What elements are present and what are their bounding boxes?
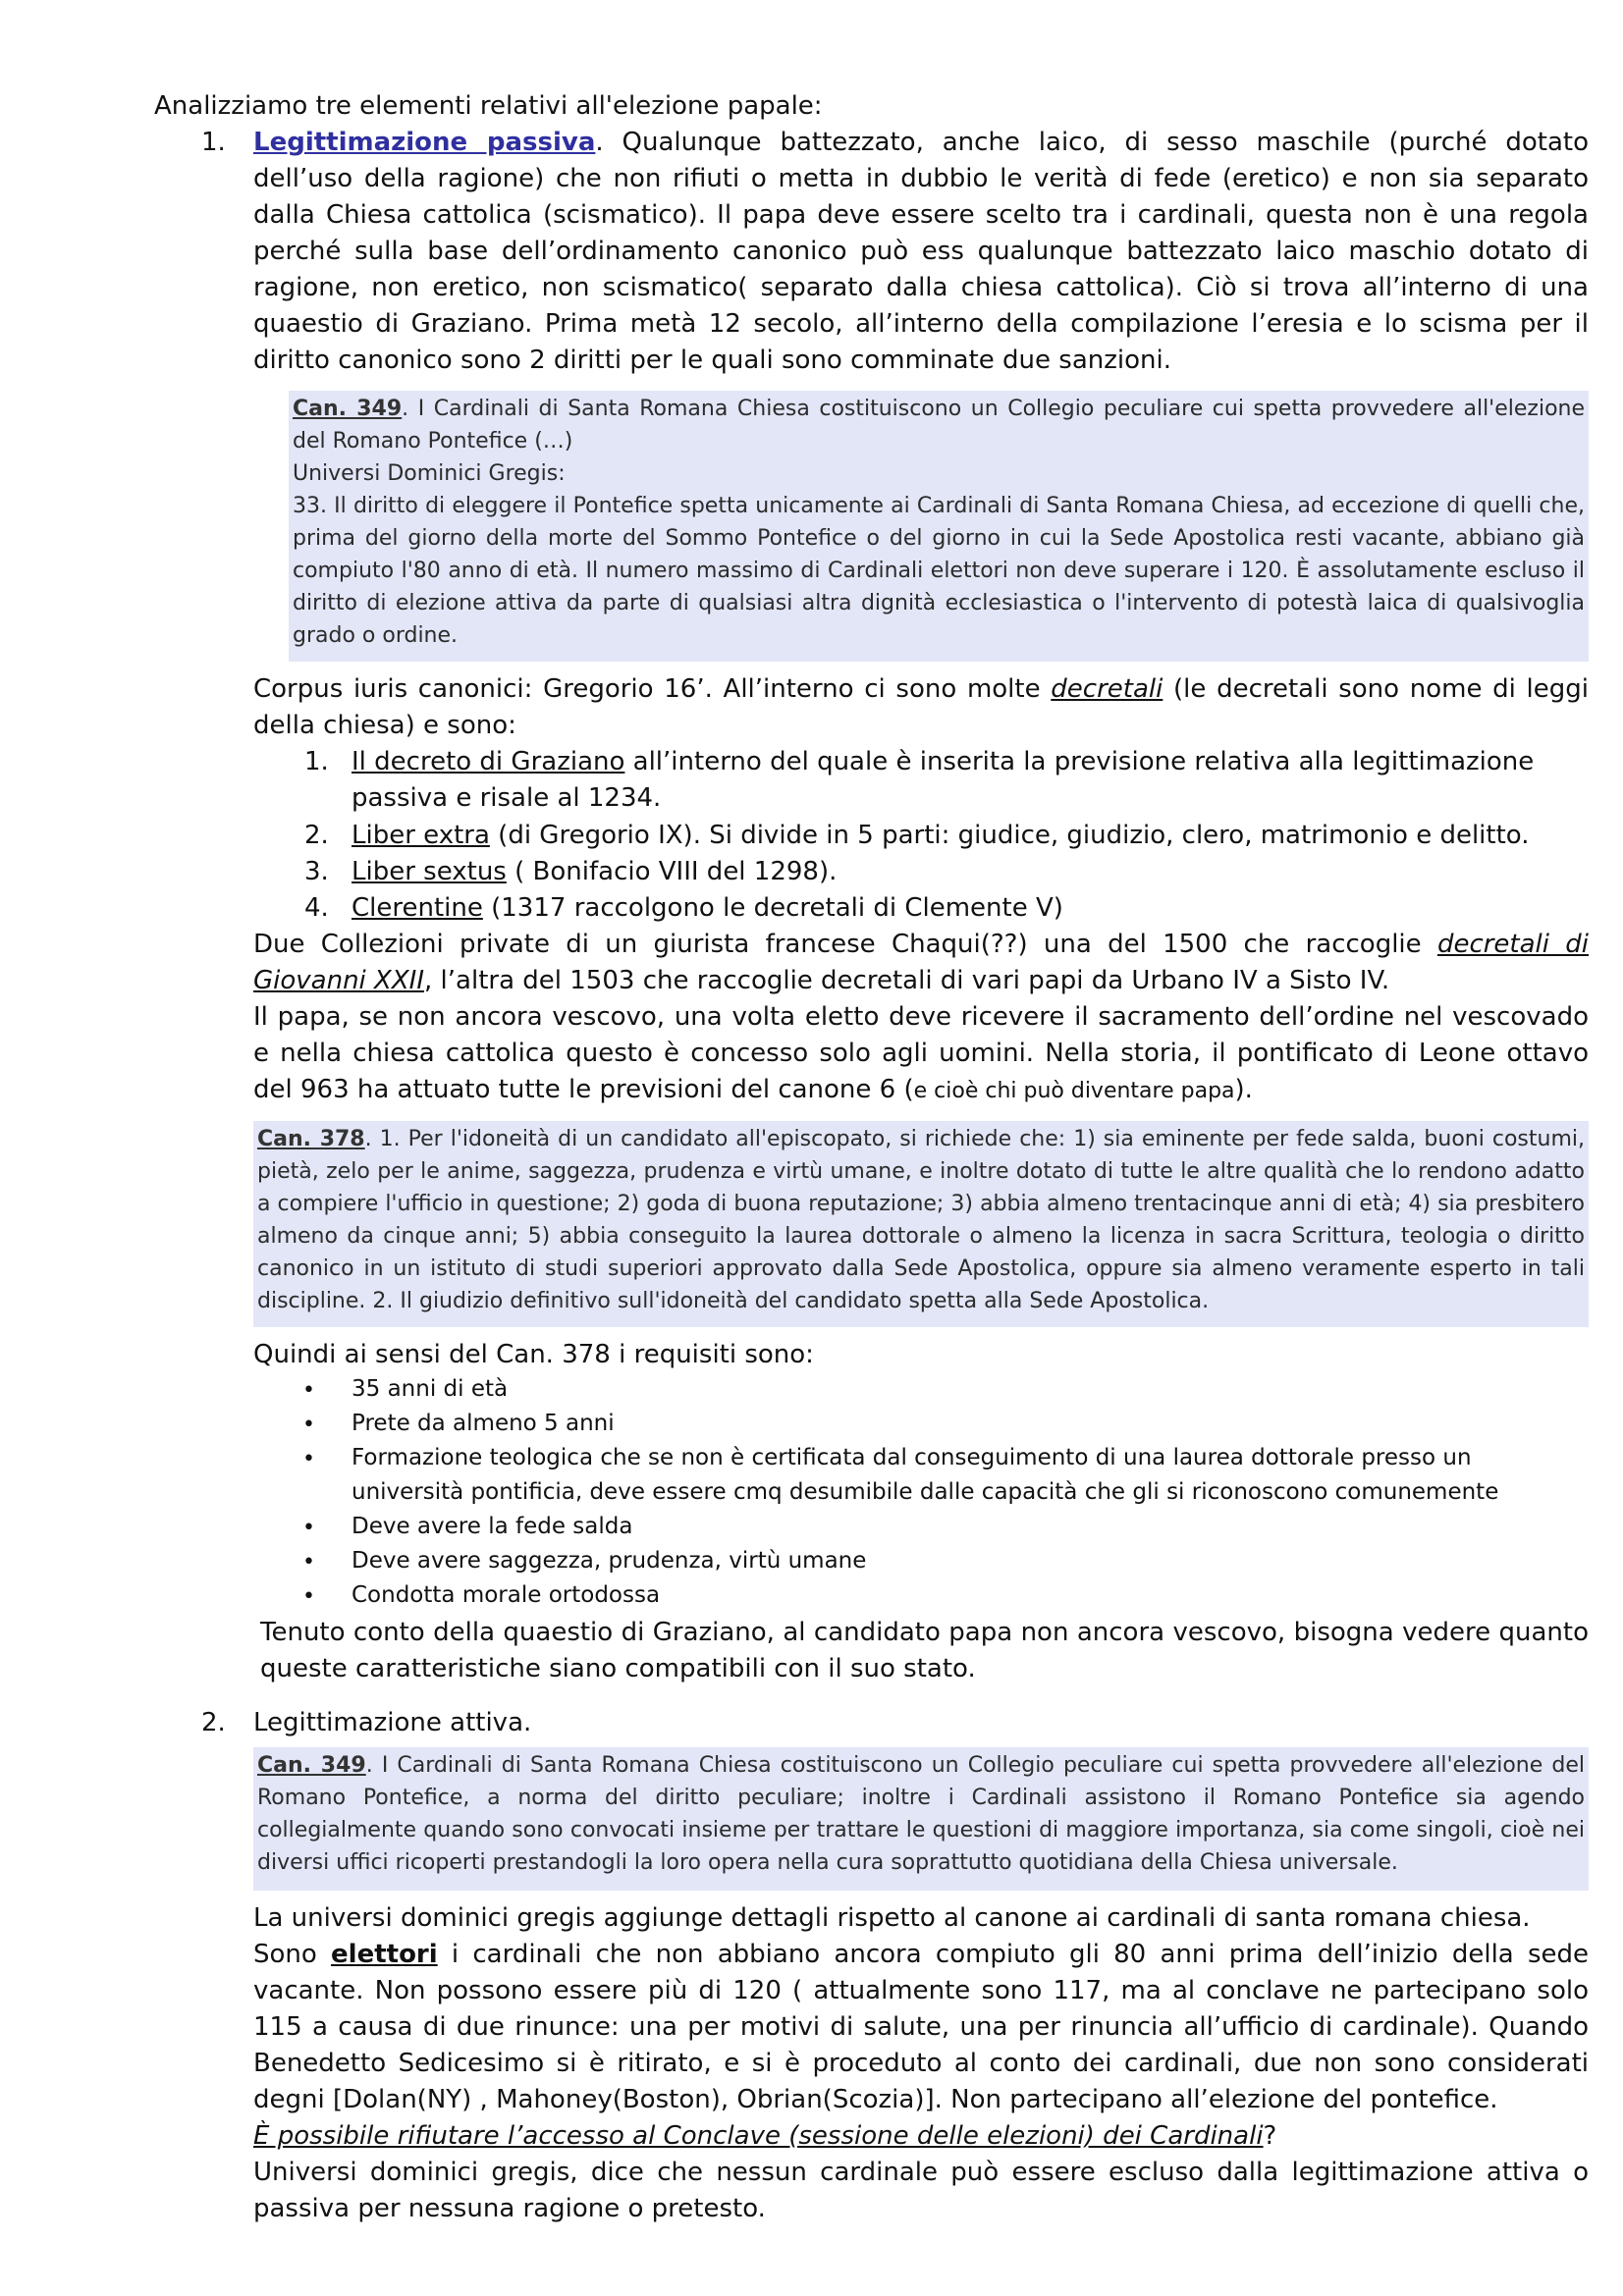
corpus-text-pre: Corpus iuris canonici: Gregorio 16’. All’interno ci sono molte <box>253 674 1052 704</box>
conclave-question: È possibile rifiutare l’accesso al Conclave (sessione delle elezioni) dei Cardinali <box>253 2121 1264 2151</box>
canon-378-text: . 1. Per l'idoneità di un candidato all'episcopato, si richiede che: 1) sia eminente per fede salda, buoni costumi, pietà, zelo per le anime, saggezza, prudenza e virtù umane, e inoltre dotato di tutte le altre qualità che lo rendono adatto a compiere l'ufficio in questione; 2) goda di buona reputazione; 3) abbia almeno trentacinque anni di età; 4) sia presbitero almeno da cinque anni; 5) abbia conseguito la laurea dottorale o almeno la licenza in sacra Scrittura, teologia o diritto canonico in un istituto di studi superiori approvato dalla Sede Apostolica, oppure sia almeno veramente esperto in tali discipline. 2. Il giudizio definitivo sull'idoneità del candidato spetta alla Sede Apostolica. <box>257 1127 1586 1313</box>
papa-end: ). <box>1234 1075 1253 1104</box>
list-item-1-title: Il decreto di Graziano <box>352 747 625 776</box>
list-item-2 <box>352 818 1589 854</box>
collezioni-paragraph <box>253 927 1589 999</box>
requisito-2: Prete da almeno 5 anni <box>352 1411 615 1436</box>
list-item-3-number: 3. <box>304 857 329 886</box>
intro-line: Analizziamo tre elementi relativi all'elezione papale: <box>154 91 823 121</box>
list-item-4-number: 4. <box>304 893 329 923</box>
canon-349b-ref: Can. 349 <box>257 1753 366 1778</box>
final-paragraph <box>253 1900 1589 2227</box>
item-1-text: . Qualunque battezzato, anche laico, di sesso maschile (purché dotato dell’uso della ragione) che non rifiuti o metta in dubbio le verità di fede (eretico) e non sia separato dalla Chiesa cattolica (scismatico). Il papa deve essere scelto tra i cardinali, questa non è una regola perché sulla base dell’ordinamento canonico può ess qualunque battezzato laico maschio dotato di ragione, non eretico, non scismatico( separato dalla chiesa cattolica). Ciò si trova all’interno di una quaestio di Graziano. Prima metà 12 secolo, all’interno della compilazione l’eresia e lo scisma per il diritto canonico sono 2 diritti per le quali sono comminate due sanzioni. <box>253 128 1589 375</box>
requisito-4: Deve avere la fede salda <box>352 1514 633 1539</box>
list-item-2-title: Liber extra <box>352 821 490 850</box>
list-item-1 <box>352 744 1589 817</box>
canon-378-quote <box>253 1121 1589 1327</box>
bullet-2: • <box>302 1413 315 1437</box>
list-item-1-text: all’interno del quale è inserita la previsione relativa alla legittimazione passiva e risale al 1234. <box>352 747 1535 813</box>
canon-349-quote <box>289 391 1589 662</box>
requisito-6: Condotta morale ortodossa <box>352 1582 661 1608</box>
list-item-3-title: Liber sextus <box>352 857 507 886</box>
list-item-4 <box>352 890 1589 927</box>
bullet-5: • <box>302 1550 315 1575</box>
list-item-3-text: ( Bonifacio VIII del 1298). <box>506 857 838 886</box>
final-p2-pre: Sono <box>253 1940 332 1969</box>
udg-heading: Universi Dominici Gregis: <box>293 461 566 486</box>
bullet-1: • <box>302 1378 315 1403</box>
canon-378-ref: Can. 378 <box>257 1127 365 1151</box>
collezioni-text-post: , l’altra del 1503 che raccoglie decretali di vari papi da Urbano IV a Sisto IV. <box>424 966 1390 995</box>
final-p3: Universi dominici gregis, dice che nessun cardinale può essere escluso dalla legittimazione attiva o passiva per nessuna ragione o pretesto. <box>253 2158 1589 2223</box>
item-1-paragraph <box>253 125 1589 379</box>
canon-349-ref: Can. 349 <box>293 397 403 421</box>
canon-349-quote-2 <box>253 1747 1589 1891</box>
canon-349-text: . I Cardinali di Santa Romana Chiesa costituiscono un Collegio peculiare cui spetta provvedere all'elezione del Romano Pontefice (…) <box>293 397 1586 454</box>
item-1-number: 1. <box>201 128 226 157</box>
papa-note: e cioè chi può diventare papa <box>913 1079 1235 1103</box>
corpus-paragraph <box>253 671 1589 744</box>
tenuto-paragraph: Tenuto conto della quaestio di Graziano, al candidato papa non ancora vescovo, bisogna vedere quanto queste caratteristiche siano compatibili con il suo stato. <box>260 1618 1589 1683</box>
list-item-4-title: Clerentine <box>352 893 483 923</box>
list-item-3 <box>352 854 1589 890</box>
item-2-number: 2. <box>201 1708 226 1737</box>
canon-349b-text: . I Cardinali di Santa Romana Chiesa costituiscono un Collegio peculiare cui spetta provvedere all'elezione del Romano Pontefice, a norma del diritto peculiare; inoltre i Cardinali assistono il Romano Pontefice sia agendo collegialmente quando sono convocati insieme per trattare le questioni di maggiore importanza, sia come singoli, cioè nei diversi uffici ricoperti prestandogli la loro opera nella cura soprattutto quotidiana della Chiesa universale. <box>257 1753 1586 1875</box>
list-item-2-number: 2. <box>304 821 329 850</box>
list-item-4-text: (1317 raccolgono le decretali di Clemente V) <box>482 893 1063 923</box>
elettori-term: elettori <box>331 1940 438 1969</box>
corpus-text-post: (le decretali sono nome di leggi della chiesa) e sono: <box>253 674 1589 740</box>
decretali-giovanni-term: decretali di Giovanni XXII <box>253 930 1590 995</box>
bullet-4: • <box>302 1516 315 1540</box>
question-mark: ? <box>1263 2121 1277 2151</box>
list-item-2-text: (di Gregorio IX). Si divide in 5 parti: giudice, giudizio, clero, matrimonio e delitto. <box>489 821 1530 850</box>
requisito-1: 35 anni di età <box>352 1376 509 1402</box>
list-item-1-number: 1. <box>304 747 329 776</box>
papa-paragraph <box>253 999 1589 1109</box>
legittimazione-passiva-link[interactable]: Legittimazione passiva <box>253 128 596 157</box>
legittimazione-attiva-title: Legittimazione attiva. <box>253 1708 532 1737</box>
requisiti-title: Quindi ai sensi del Can. 378 i requisiti sono: <box>253 1340 814 1369</box>
bullet-6: • <box>302 1584 315 1609</box>
decretali-term: decretali <box>1051 674 1163 704</box>
final-p2-post: i cardinali che non abbiano ancora compiuto gli 80 anni prima dell’inizio della sede vacante. Non possono essere più di 120 ( attualmente sono 117, ma al conclave ne partecipano solo 115 a causa di due rinunce: una per motivi di salute, una per rinuncia all’ufficio di cardinale). Quando Benedetto Sedicesimo si è ritirato, e si è proceduto al conto dei cardinali, due non sono considerati degni [Dolan(NY) , Mahoney(Boston), Obrian(Scozia)]. Non partecipano all’elezione del pontefice. <box>253 1940 1590 2114</box>
udg-art-33: 33. Il diritto di eleggere il Pontefice spetta unicamente ai Cardinali di Santa Romana Chiesa, ad eccezione di quelli che, prima del giorno della morte del Sommo Pontefice o del giorno in cui la Sede Apostolica resti vacante, abbiano già compiuto l'80 anno di età. Il numero massimo di Cardinali elettori non deve superare i 120. È assolutamente escluso il diritto di elezione attiva da parte di qualsiasi altra dignità ecclesiastica o l'intervento di potestà laica di qualsivoglia grado o ordine. <box>293 494 1585 648</box>
requisito-5: Deve avere saggezza, prudenza, virtù umane <box>352 1548 867 1574</box>
bullet-3: • <box>302 1447 315 1471</box>
requisito-3: Formazione teologica che se non è certificata dal conseguimento di una laurea dottorale presso un università pontificia, deve essere cmq desumibile dalle capacità che gli si riconoscono comunemente <box>352 1445 1499 1505</box>
final-p1: La universi dominici gregis aggiunge dettagli rispetto al canone ai cardinali di santa romana chiesa. <box>253 1903 1531 1933</box>
collezioni-text-pre: Due Collezioni private di un giurista francese Chaqui(??) una del 1500 che raccoglie <box>253 930 1437 959</box>
papa-text: Il papa, se non ancora vescovo, una volta eletto deve ricevere il sacramento dell’ordine nel vescovado e nella chiesa cattolica questo è concesso solo agli uomini. Nella storia, il pontificato di Leone ottavo del 963 ha attuato tutte le previsioni del canone 6 ( <box>253 1002 1589 1104</box>
